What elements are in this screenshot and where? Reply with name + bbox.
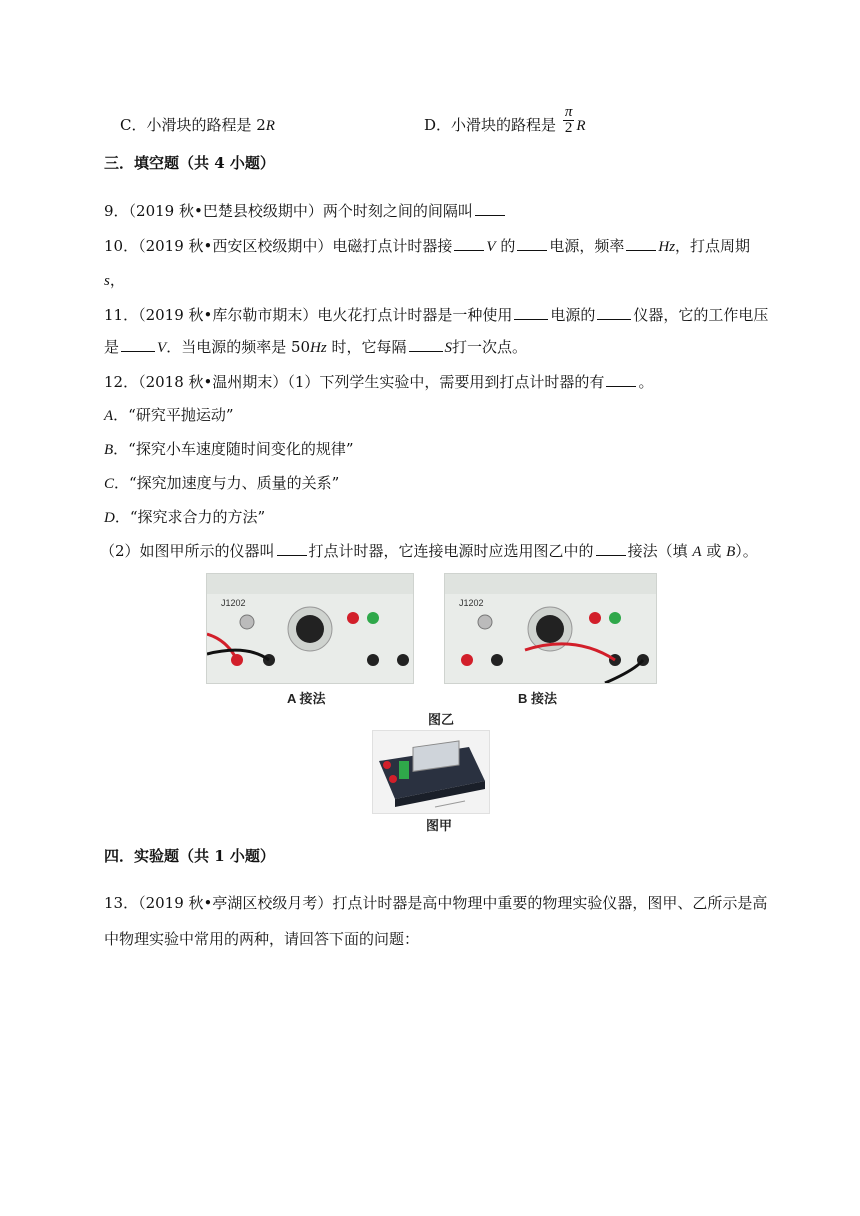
spark-timer-photo	[372, 730, 490, 814]
answer-blank	[514, 305, 548, 320]
option-c-var: R	[265, 118, 275, 134]
panel-model: J1202	[459, 598, 484, 608]
caption-yi: 图乙	[428, 712, 455, 727]
q12-option-b: B．“探究小车速度随时间变化的规律”	[104, 440, 354, 458]
answer-blank	[517, 236, 547, 251]
caption-jia: 图甲	[426, 818, 453, 833]
question-12-part2: （2）如图甲所示的仪器叫 打点计时器，它连接电源时应选用图乙中的 接法（填 A 或 B）。	[100, 542, 758, 560]
question-9: 9．（2019 秋•巴楚县校级期中）两个时刻之间的间隔叫	[104, 201, 507, 221]
question-13-cont: 中物理实验中常用的两种，请回答下面的问题：	[104, 930, 420, 948]
answer-blank	[409, 337, 443, 352]
q12-option-a: A．“研究平抛运动”	[104, 406, 234, 424]
panel-model: J1202	[221, 598, 246, 608]
spark-timer-drawing	[373, 731, 489, 813]
question-12: 12．（2018 秋•温州期末）（1）下列学生实验中，需要用到打点计时器的有 。	[104, 373, 654, 391]
question-11-cont: 是 V．当电源的频率是 50Hz 时，它每隔 S打一次点。	[104, 338, 528, 356]
question-10-cont: s，	[104, 271, 125, 289]
power-supply-drawing-a	[207, 574, 413, 683]
option-c: C．小滑块的路程是 2R	[120, 116, 275, 134]
section-heading-experiment: 四．实验题（共 1 小题）	[104, 847, 275, 865]
answer-blank	[121, 337, 155, 352]
answer-blank	[597, 305, 631, 320]
pi-over-2-fraction: $\frac{\pi}{2}$	[564, 103, 573, 136]
q12-option-d: D．“探究求合力的方法”	[104, 508, 266, 526]
question-11: 11．（2019 秋•库尔勒市期末）电火花打点计时器是一种使用 电源的 仪器，它的工作电压	[104, 306, 769, 324]
answer-blank	[454, 236, 484, 251]
caption-b: B 接法	[518, 691, 558, 706]
answer-blank	[277, 541, 307, 556]
section-heading-fill-in: 三．填空题（共 4 小题）	[104, 154, 275, 172]
power-supply-drawing-b	[445, 574, 656, 683]
question-13: 13．（2019 秋•亭湖区校级月考）打点计时器是高中物理中重要的物理实验仪器，图甲、乙所示是高	[104, 894, 768, 912]
answer-blank	[626, 236, 656, 251]
question-10: 10．（2019 秋•西安区校级期中）电磁打点计时器接 V 的 电源，频率 Hz，打点周期	[104, 237, 751, 255]
option-d: D．小滑块的路程是 $\frac{\pi}{2}$ R	[424, 103, 586, 136]
caption-a: A 接法	[287, 691, 326, 706]
answer-blank	[475, 201, 505, 216]
power-supply-photo-a	[206, 573, 414, 684]
q12-option-c: C．“探究加速度与力、质量的关系”	[104, 474, 340, 492]
answer-blank	[596, 541, 626, 556]
answer-blank	[606, 372, 636, 387]
option-d-var: R	[576, 118, 586, 134]
power-supply-photo-b	[444, 573, 657, 684]
